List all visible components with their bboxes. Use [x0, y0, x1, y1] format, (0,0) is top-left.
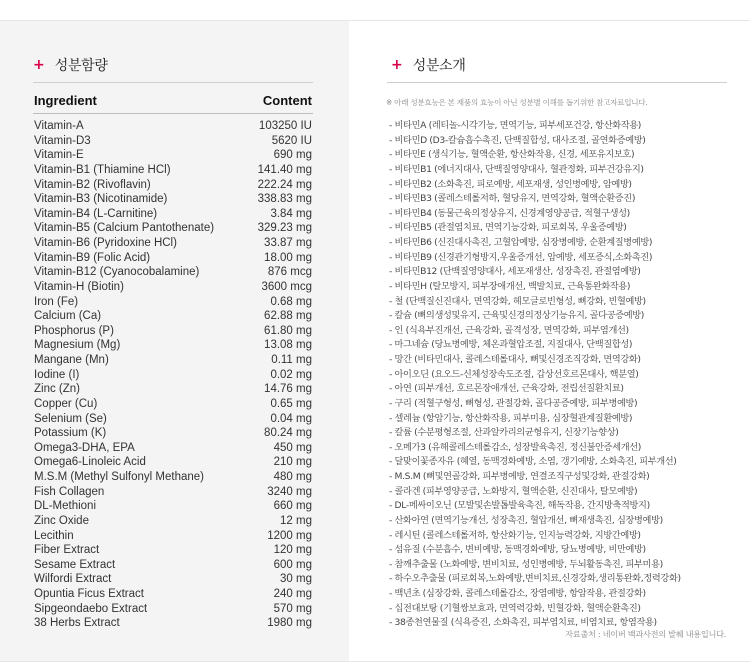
title-divider: [33, 82, 313, 83]
ingredient-content-panel: [0, 21, 349, 661]
table-row: [34, 134, 312, 149]
ingredient-name: Phosphorus (P): [34, 324, 114, 337]
ingredient-amount: 3600 mcg: [261, 280, 312, 293]
table-row: [34, 470, 312, 485]
ingredient-amount: 876 mcg: [267, 266, 312, 279]
ingredient-name: Vitamin-B1 (Thiamine HCl): [34, 163, 171, 176]
ingredient-amount: 3.84 mg: [270, 207, 312, 220]
list-item: - 비타민B6 (신진대사촉진, 고혈압예방, 심장병예방, 순환계질병예방): [389, 237, 653, 248]
list-item: - 비타민B3 (콜레스테롤저하, 혈당유지, 면역강화, 혈액순환증진): [389, 193, 636, 205]
list-item: - 비타민A (레티놀-시각기능, 면역기능, 피부세포건강, 항산화작용): [389, 120, 642, 131]
ingredient-content-header: [33, 55, 108, 75]
ingredient-name: Omega3-DHA, EPA: [34, 441, 135, 454]
list-item: - 비타민B12 (단백질영양대사, 세포재생산, 성장촉진, 관절염예방): [389, 266, 641, 278]
ingredient-amount: 329.23 mg: [257, 222, 312, 235]
list-item: - 백년초 (심장강화, 콜레스테롤감소, 장염예방, 항암작용, 관절강화): [389, 588, 646, 599]
list-item: - 레시틴 (콜레스테롤저하, 항산화기능, 인지능력강화, 지방간예방): [389, 529, 641, 541]
ingredient-name: Vitamin-B2 (Rivoflavin): [34, 178, 151, 191]
ingredient-name: Opuntia Ficus Extract: [34, 588, 144, 600]
table-row: [34, 572, 312, 587]
table-row: [34, 397, 312, 412]
list-item: - DL-메싸이오닌 (모발및손발톱발육촉진, 해독작용, 간지방축적방지): [389, 500, 650, 512]
table-row: [34, 207, 312, 222]
list-item: - 아이오딘 (요오드-신체성장속도조절, 갑상선호르몬대사, 핵분열): [389, 368, 639, 380]
ingredient-name: Fiber Extract: [34, 544, 100, 557]
table-header-divider: [33, 113, 313, 114]
list-item: - 칼륨 (수분평형조절, 산과알카리의균형유지, 신장기능향상): [389, 427, 619, 439]
ingredient-name: Vitamin-B5 (Calcium Pantothenate): [34, 222, 215, 235]
list-item: - 비타민E (생식기능, 혈액순환, 항산화작용, 신경, 세포유지보호): [389, 149, 635, 161]
ingredient-amount: 570 mg: [273, 602, 312, 615]
table-row: [34, 602, 312, 617]
reference-note: ※ 아래 성분효능은 본 제품의 효능이 아닌 성분별 이해를 돕기위한 참고자료입니다.: [386, 98, 648, 107]
source-note: 자료출처 : 네이버 백과사전의 발췌 내용입니다.: [565, 629, 726, 639]
ingredient-amount: 1980 mg: [267, 617, 312, 630]
ingredient-name: Zinc (Zn): [34, 383, 80, 396]
ingredient-amount: 141.40 mg: [257, 163, 312, 176]
list-item: - 비타민D (D3-칼슘흡수촉진, 단백질합성, 대사조절, 골연화증예방): [389, 134, 646, 146]
ingredient-name: Vitamin-B12 (Cyanocobalamine): [34, 266, 200, 279]
ingredient-name: Vitamin-E: [34, 149, 84, 162]
list-item: - 비타민B4 (동물근육의정상유지, 신경계영양공급, 적혈구생성): [389, 207, 630, 219]
table-row: [34, 353, 312, 368]
table-row: [34, 280, 312, 295]
list-item: - 철 (단백질신진대사, 면역강화, 헤모글로빈형성, 뼈강화, 빈혈예방): [389, 295, 646, 307]
table-row: [34, 382, 312, 397]
list-item: - 콜라겐 (피부영양공급, 노화방지, 혈액순환, 신진대사, 탈모예방): [389, 485, 638, 497]
ingredient-amount: 33.87 mg: [264, 237, 312, 249]
ingredient-name: Potassium (K): [34, 427, 107, 440]
list-item: - 아연 (피부개선, 호르몬장애개선, 근육강화, 전립선질환치료): [389, 383, 624, 395]
ingredient-amount: 660 mg: [273, 500, 312, 513]
ingredient-name: Vitamin-H (Biotin): [34, 280, 124, 293]
table-row: [34, 529, 312, 544]
ingredient-amount: 600 mg: [273, 558, 312, 571]
ingredient-name: Vitamin-B3 (Nicotinamide): [34, 193, 168, 206]
table-header: [34, 93, 312, 108]
ingredient-name: Lecithin: [34, 529, 74, 542]
ingredient-amount: 62.88 mg: [264, 310, 312, 323]
list-item: - 비타민H (탈모방지, 피부장애개선, 백발치료, 근육통완화작용): [389, 280, 631, 292]
ingredient-amount: 61.80 mg: [264, 324, 312, 337]
table-row: [34, 485, 312, 500]
ingredient-name: Sesame Extract: [34, 558, 116, 571]
list-item: - 망간 (비타민대사, 콜레스테롤대사, 뼈및신경조직강화, 면역강화): [389, 354, 641, 365]
plus-icon: +: [33, 57, 45, 73]
ingredient-name: Selenium (Se): [34, 412, 107, 425]
ingredient-amount: 338.83 mg: [257, 193, 312, 206]
ingredient-name: DL-Methioni: [34, 500, 96, 513]
column-ingredient: Ingredient: [34, 93, 97, 108]
ingredient-name: Iodine (I): [34, 368, 80, 381]
list-item: - 참깨추출물 (노화예방, 변비치료, 성인병예방, 두뇌활동촉진, 피부미용): [389, 558, 663, 570]
ingredient-name: Vitamin-A: [34, 120, 84, 132]
column-content: Content: [262, 93, 312, 108]
section-title: 성분소개: [412, 58, 466, 74]
ingredient-name: Vitamin-B9 (Folic Acid): [34, 251, 151, 264]
table-row: [34, 455, 312, 470]
ingredient-name: Zinc Oxide: [34, 514, 89, 527]
ingredient-amount: 3240 mg: [267, 485, 312, 498]
table-row: [34, 426, 312, 441]
bottom-divider: [0, 661, 750, 662]
ingredient-amount: 450 mg: [273, 441, 312, 454]
table-row: [34, 251, 312, 266]
list-item: - 38종천연물질 (식욕증진, 소화촉진, 피부염치료, 비염치료, 항염작용): [389, 617, 657, 629]
list-item: - 산화아연 (면역기능개선, 성장촉진, 혈압개선, 뼈재생촉진, 심장병예방): [389, 514, 663, 526]
title-divider: [387, 82, 727, 83]
ingredient-amount: 0.04 mg: [270, 412, 312, 425]
table-row: [34, 295, 312, 310]
list-item: - 십전대보탕 (기혈쌍보효과, 면역력강화, 빈혈강화, 혈액순환촉진): [389, 602, 641, 614]
ingredient-amount: 13.08 mg: [264, 339, 312, 352]
ingredient-amount: 103250 IU: [258, 120, 312, 132]
table-row: [34, 514, 312, 529]
ingredient-amount: 222.24 mg: [257, 178, 312, 191]
ingredient-name: Mangane (Mn): [34, 354, 109, 366]
table-row: [34, 221, 312, 236]
ingredient-name: Iron (Fe): [34, 295, 79, 308]
table-row: [34, 338, 312, 353]
list-item: - 비타민B9 (신경관기형방지,우울증개선, 암예방, 세포증식,소화촉진): [389, 251, 653, 263]
ingredient-amount: 0.68 mg: [270, 295, 312, 308]
ingredient-amount: 12 mg: [280, 514, 312, 527]
table-row: [34, 192, 312, 207]
plus-icon: +: [391, 57, 403, 73]
list-item: - 셀레늄 (항암기능, 항산화작용, 피부미용, 심장혈관계질환예방): [389, 412, 633, 424]
ingredient-amount: 120 mg: [273, 544, 312, 557]
ingredient-amount: 18.00 mg: [264, 251, 312, 264]
ingredient-amount: 14.76 mg: [264, 383, 312, 396]
ingredient-amount: 0.11 mg: [271, 354, 312, 366]
ingredient-name: Fish Collagen: [34, 485, 105, 498]
ingredient-page: [0, 21, 750, 661]
ingredient-name: Vitamin-B6 (Pyridoxine HCl): [34, 237, 177, 249]
list-item: - 섬유질 (수분흡수, 변비예방, 동맥경화예방, 당뇨병예방, 비만예방): [389, 544, 646, 556]
table-row: [34, 324, 312, 339]
table-row: [34, 163, 312, 178]
table-row: [34, 265, 312, 280]
ingredient-name: Calcium (Ca): [34, 310, 102, 323]
ingredient-amount: 690 mg: [273, 149, 312, 162]
list-item: - 칼슘 (뼈의생성및유지, 근육및신경의정상기능유지, 골다공증예방): [389, 310, 645, 322]
ingredient-amount: 0.65 mg: [270, 397, 312, 410]
table-row: [34, 178, 312, 193]
table-row: [34, 368, 312, 383]
ingredient-name: Vitamin-B4 (L-Carnitine): [34, 207, 158, 220]
list-item: - M.S.M (뼈및연골강화, 피부병예방, 연결조직구성및강화, 관절강화): [389, 471, 650, 482]
ingredient-amount: 1200 mg: [267, 529, 312, 542]
table-row: [34, 119, 312, 134]
list-item: - 구리 (적혈구형성, 뼈형성, 관절강화, 골다공증예방, 피부병예방): [389, 397, 638, 409]
ingredient-amount: 30 mg: [280, 573, 312, 586]
table-row: [34, 309, 312, 324]
ingredient-name: M.S.M (Methyl Sulfonyl Methane): [34, 471, 205, 483]
ingredient-table: [34, 119, 312, 631]
list-item: - 비타민B1 (에너지대사, 단백질영양대사, 혈관정화, 피부건강유지): [389, 163, 644, 175]
table-row: [34, 236, 312, 251]
list-item: - 마그네슘 (당뇨병예방, 체온과혈압조절, 지질대사, 단백질합성): [389, 339, 633, 351]
ingredient-amount: 80.24 mg: [264, 427, 312, 440]
list-item: - 하수오추출물 (피로회복,노화예방,변비치료,신경강화,생리통완화,정력강화): [389, 573, 681, 585]
section-title: 성분함량: [54, 58, 108, 74]
ingredient-amount: 480 mg: [273, 471, 312, 483]
table-row: [34, 616, 312, 631]
table-row: [34, 587, 312, 602]
ingredient-name: Omega6-Linoleic Acid: [34, 456, 146, 469]
ingredient-name: Copper (Cu): [34, 397, 98, 410]
table-row: [34, 558, 312, 573]
table-row: [34, 499, 312, 514]
ingredient-name: Magnesium (Mg): [34, 339, 121, 352]
ingredient-description-list: [389, 119, 731, 631]
ingredient-name: Vitamin-D3: [34, 134, 91, 147]
table-row: [34, 148, 312, 163]
ingredient-intro-panel: [349, 21, 750, 661]
ingredient-name: Wilfordi Extract: [34, 573, 112, 586]
list-item: - 달맞이꽃종자유 (혜열, 동맥경화예방, 소염, 갱기예방, 소화촉진, 피부개선): [389, 456, 677, 468]
ingredient-name: 38 Herbs Extract: [34, 617, 120, 630]
list-item: - 오메가3 (유해콜레스테롤감소, 성장발육촉진, 정신불안증세개선): [389, 441, 642, 453]
ingredient-amount: 0.02 mg: [270, 368, 312, 381]
table-row: [34, 441, 312, 456]
ingredient-name: Sipgeondaebo Extract: [34, 602, 148, 615]
ingredient-amount: 240 mg: [273, 588, 312, 600]
list-item: - 비타민B2 (소화촉진, 피로예방, 세포재생, 성인병예방, 암예방): [389, 178, 632, 190]
ingredient-intro-header: [391, 55, 466, 75]
table-row: [34, 543, 312, 558]
ingredient-amount: 210 mg: [273, 456, 312, 469]
table-row: [34, 412, 312, 427]
list-item: - 인 (식욕부진개선, 근육강화, 골격성장, 면역강화, 피부염개선): [389, 324, 629, 336]
ingredient-amount: 5620 IU: [271, 134, 312, 147]
list-item: - 비타민B5 (관절염치료, 면역기능강화, 피로회복, 우울증예방): [389, 222, 627, 234]
